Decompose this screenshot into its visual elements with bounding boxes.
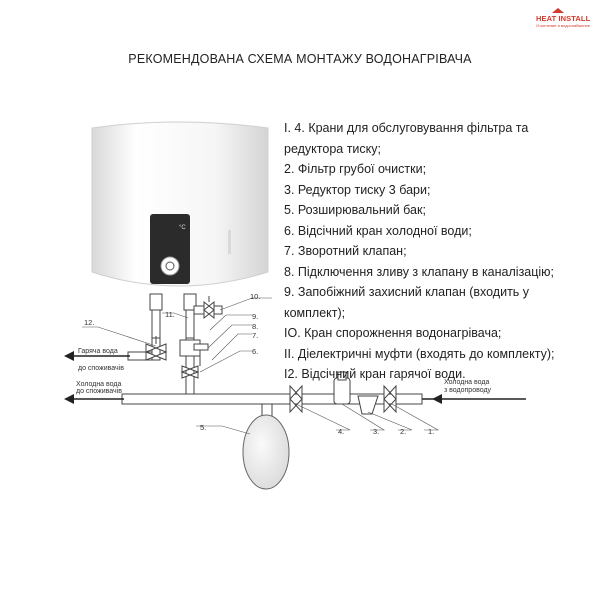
cold-consumers-label-1: Холодна вода	[76, 381, 122, 388]
cold-main-label-2: з водопроводу	[444, 387, 492, 394]
label-6: 6.	[252, 347, 259, 356]
expansion-tank	[243, 404, 289, 489]
cold-main-label-1: Холодна вода	[444, 379, 490, 386]
page-title: РЕКОМЕНДОВАНА СХЕМА МОНТАЖУ ВОДОНАГРІВАЧА	[128, 52, 472, 66]
legend-item: 2. Фільтр грубої очистки;	[284, 162, 427, 176]
label-11: 11.	[165, 310, 175, 319]
label-3: 3.	[373, 427, 380, 436]
cold-out-arrow	[64, 394, 124, 404]
label-8: 8.	[252, 322, 259, 331]
label-12: 12.	[84, 318, 95, 327]
label-10: 10.	[250, 292, 261, 301]
cold-consumers-label-2: до споживачів	[76, 388, 122, 395]
legend-item: 7. Зворотний клапан;	[284, 244, 407, 258]
label-1: 1.	[428, 427, 435, 436]
legend-item: 5. Розширювальний бак;	[284, 203, 426, 217]
hot-consumers-label-2: до споживачів	[78, 365, 124, 372]
brand-tagline: Отопление и водоснабжение	[536, 23, 590, 28]
cold-in-arrow	[422, 394, 526, 404]
legend-item: 8. Підключення зливу з клапану в каналізацію;	[284, 264, 555, 279]
temp-unit: °C	[179, 225, 186, 231]
legend-item: 9. Запобіжний захисний клапан (входить у комплект);	[284, 285, 530, 320]
hot-water-pipe	[128, 336, 166, 360]
legend-item: І. 4. Крани для обслуговування фільтра та редуктора тиску;	[284, 121, 529, 156]
legend-item: І2. Відсічний кран гарячої води.	[284, 367, 466, 381]
legend-item: ІО. Кран спорожнення водонагрівача;	[284, 326, 502, 340]
label-7: 7.	[252, 331, 259, 340]
brand-name: HEAT INSTALL	[536, 14, 591, 23]
legend-item: 6. Відсічний кран холодної води;	[284, 223, 472, 238]
label-9: 9.	[252, 312, 259, 321]
label-5: 5.	[200, 423, 207, 432]
label-2: 2.	[400, 427, 407, 436]
hot-consumers-label-1: Гаряча вода	[78, 348, 118, 355]
thermostat-knob[interactable]	[161, 257, 179, 275]
water-heater	[92, 122, 268, 286]
legend-item: 3. Редуктор тиску 3 бари;	[284, 182, 431, 197]
label-4: 4.	[338, 427, 345, 436]
legend-list	[284, 118, 584, 385]
filter-icon	[358, 396, 378, 414]
legend-item: ІІ. Діелектричні муфти (входять до комплекту);	[284, 346, 555, 361]
